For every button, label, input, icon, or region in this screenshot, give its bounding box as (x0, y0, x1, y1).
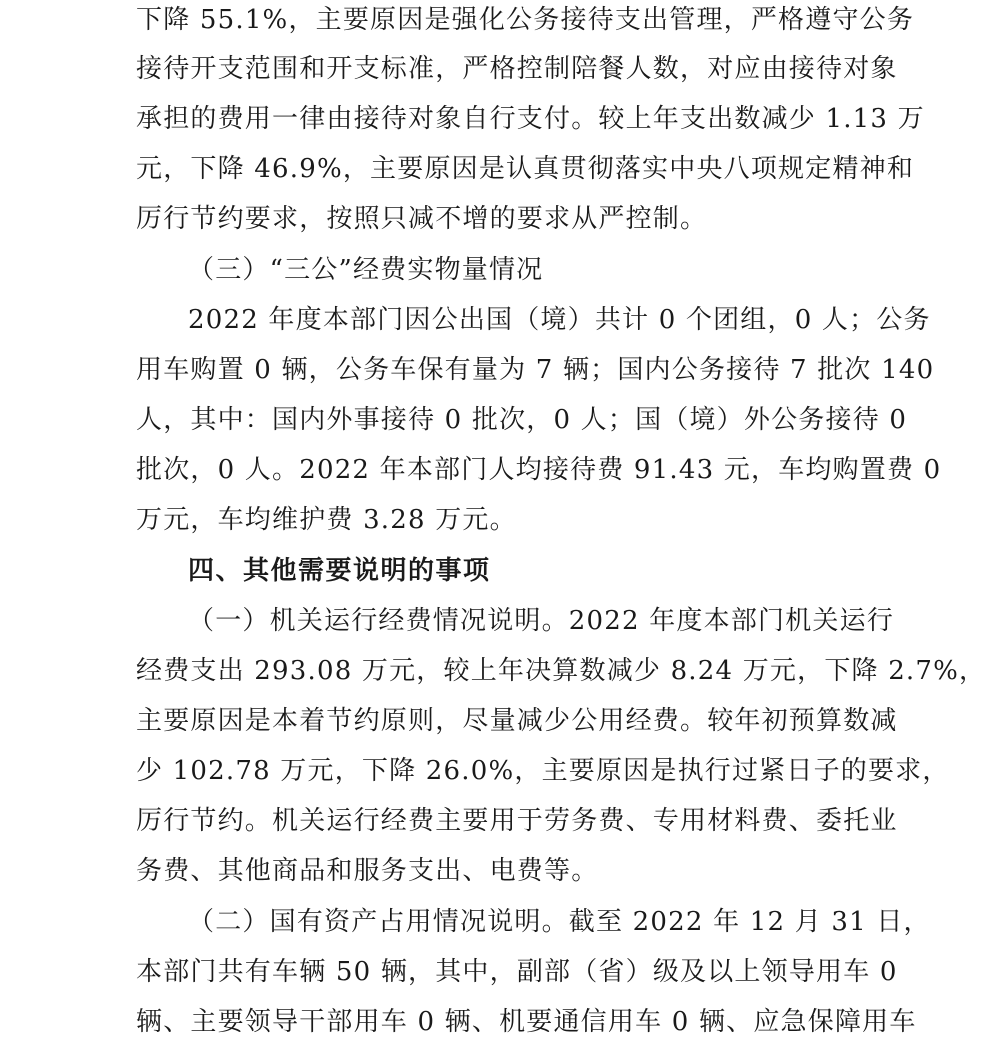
section-subheading: （三）“三公”经费实物量情况 (188, 255, 544, 285)
paragraph-line: 务费、其他商品和服务支出、电费等。 (136, 856, 599, 886)
section-heading: 四、其他需要说明的事项 (188, 556, 491, 586)
paragraph-line: 主要原因是本着节约原则，尽量减少公用经费。较年初预算数减 (136, 706, 898, 736)
paragraph-line: 厉行节约要求，按照只减不增的要求从严控制。 (136, 204, 708, 234)
paragraph-line: 辆、主要领导干部用车 0 辆、机要通信用车 0 辆、应急保障用车 (136, 1007, 917, 1037)
paragraph-line: （一）机关运行经费情况说明。2022 年度本部门机关运行 (188, 606, 895, 636)
paragraph-line: 少 102.78 万元，下降 26.0%，主要原因是执行过紧日子的要求， (136, 756, 950, 786)
paragraph-line: 经费支出 293.08 万元，较上年决算数减少 8.24 万元，下降 2.7%， (136, 656, 987, 686)
paragraph-line: 厉行节约。机关运行经费主要用于劳务费、专用材料费、委托业 (136, 806, 898, 836)
paragraph-line: 接待开支范围和开支标准，严格控制陪餐人数，对应由接待对象 (136, 54, 898, 84)
paragraph-line: 人，其中：国内外事接待 0 批次，0 人；国（境）外公务接待 0 (136, 405, 908, 435)
paragraph-line: 2022 年度本部门因公出国（境）共计 0 个团组，0 人；公务 (188, 305, 931, 335)
paragraph-line: 万元，车均维护费 3.28 万元。 (136, 505, 517, 535)
paragraph-line: （二）国有资产占用情况说明。截至 2022 年 12 月 31 日， (188, 907, 931, 937)
paragraph-line: 承担的费用一律由接待对象自行支付。较上年支出数减少 1.13 万 (136, 104, 925, 134)
paragraph-line: 下降 55.1%，主要原因是强化公务接待支出管理，严格遵守公务 (136, 5, 915, 35)
paragraph-line: 用车购置 0 辆，公务车保有量为 7 辆；国内公务接待 7 批次 140 (136, 355, 935, 385)
paragraph-line: 元，下降 46.9%，主要原因是认真贯彻落实中央八项规定精神和 (136, 154, 915, 184)
paragraph-line: 批次，0 人。2022 年本部门人均接待费 91.43 元，车均购置费 0 (136, 455, 942, 485)
paragraph-line: 本部门共有车辆 50 辆，其中，副部（省）级及以上领导用车 0 (136, 957, 898, 987)
